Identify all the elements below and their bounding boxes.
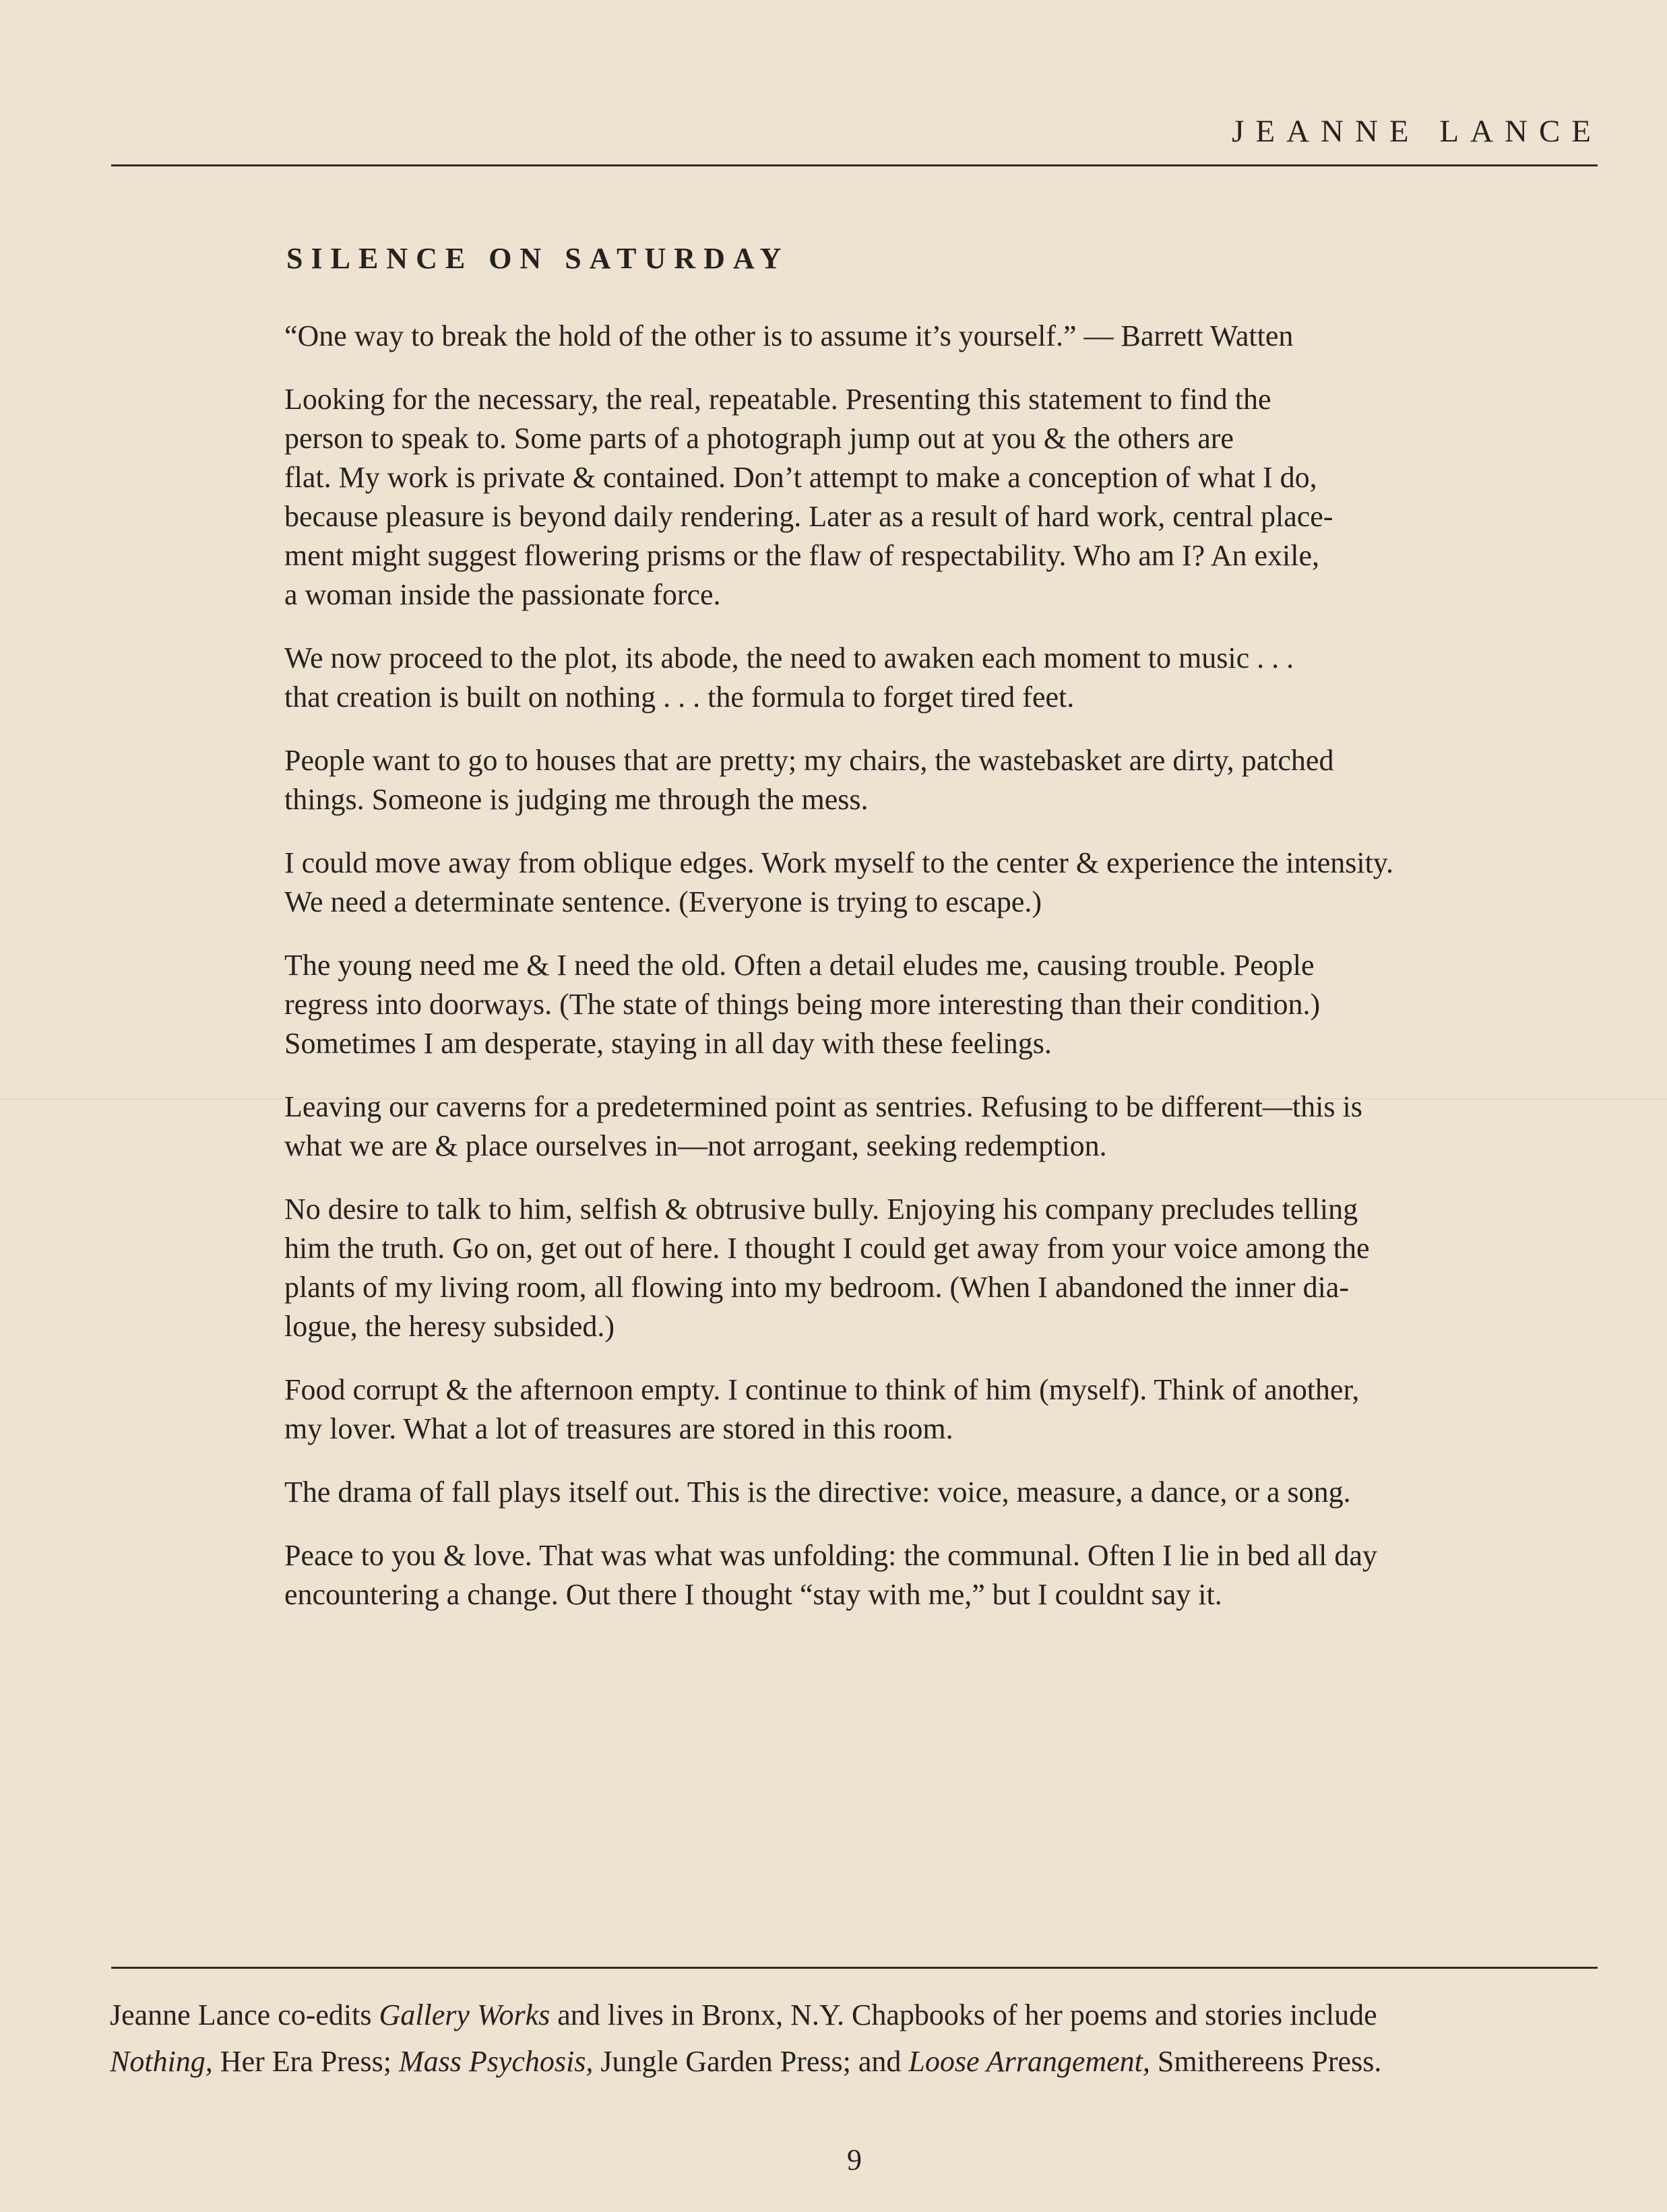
poem-line: Sometimes I am desperate, staying in all day with these feelings. [284,1027,1052,1060]
bio-text: Jeanne Lance co-edits [110,1998,379,2031]
stanza [284,639,1578,717]
stanza [284,1370,1578,1449]
poem-line: People want to go to houses that are pretty; my chairs, the wastebasket are dirty, patched [284,744,1334,777]
poem-line: I could move away from oblique edges. Work myself to the center & experience the intensity. [284,846,1393,879]
stanza [284,1190,1578,1346]
poem-body [284,317,1578,1639]
bio-italic-title: Gallery Works [379,1998,551,2031]
stanza [284,380,1578,614]
poem-line: Food corrupt & the afternoon empty. I continue to think of him (myself). Think of another, [284,1373,1360,1406]
bio-italic-title: Nothing, [110,2045,213,2078]
poem-line: No desire to talk to him, selfish & obtrusive bully. Enjoying his company precludes telling [284,1193,1358,1226]
stanza [284,1473,1578,1512]
stanza [284,1536,1578,1614]
poem-line: person to speak to. Some parts of a photograph jump out at you & the others are [284,422,1234,455]
poem-line: logue, the heresy subsided.) [284,1310,615,1343]
poem-line: plants of my living room, all flowing into my bedroom. (When I abandoned the inner dia- [284,1271,1349,1304]
bio-text: Her Era Press; [212,2045,399,2078]
bio-italic-title: Mass Psychosis, [398,2045,594,2078]
poem-line: regress into doorways. (The state of things being more interesting than their condition.) [284,988,1321,1021]
poem-line: Looking for the necessary, the real, repeatable. Presenting this statement to find the [284,383,1271,416]
bio-text: Jungle Garden Press; and [593,2045,909,2078]
running-head: JEANNE LANCE [1232,114,1602,149]
bio-text: Smithereens Press. [1150,2045,1382,2078]
stanza [284,946,1578,1063]
poem-line: encountering a change. Out there I thought “stay with me,” but I couldnt say it. [284,1578,1222,1611]
stanza [284,741,1578,819]
poem-line: We now proceed to the plot, its abode, the need to awaken each moment to music . . . [284,641,1294,674]
poem-line: that creation is built on nothing . . . the formula to forget tired feet. [284,681,1075,714]
poem-line: flat. My work is private & contained. Don’t attempt to make a conception of what I do, [284,461,1317,494]
footer-rule [111,1967,1598,1969]
poem-line: ment might suggest flowering prisms or the flaw of respectability. Who am I? An exile, [284,539,1319,572]
stanza [284,317,1578,356]
poem-line: The young need me & I need the old. Often a detail eludes me, causing trouble. People [284,949,1315,982]
poem-title: SILENCE ON SATURDAY [286,242,790,275]
poem-line: a woman inside the passionate force. [284,578,721,611]
poem-line: because pleasure is beyond daily rendering. Later as a result of hard work, central place- [284,500,1333,533]
stanza [284,1087,1578,1166]
poem-line: “One way to break the hold of the other is to assume it’s yourself.” — Barrett Watten [284,319,1294,352]
bio-line-2 [110,2038,1606,2085]
poem-line: him the truth. Go on, get out of here. I thought I could get away from your voice among the [284,1232,1370,1265]
poem-line: things. Someone is judging me through the mess. [284,783,869,816]
bio-italic-title: Loose Arrangement, [908,2045,1150,2078]
author-bio [110,1992,1606,2085]
bio-line-1 [110,1992,1606,2038]
page-number: 9 [847,2143,862,2176]
poem-line: what we are & place ourselves in—not arrogant, seeking redemption. [284,1129,1107,1162]
poem-line: We need a determinate sentence. (Everyone is trying to escape.) [284,885,1042,918]
stanza [284,844,1578,922]
poem-line: The drama of fall plays itself out. This is the directive: voice, measure, a dance, or a song. [284,1476,1351,1509]
bio-text: and lives in Bronx, N.Y. Chapbooks of her poems and stories include [550,1998,1377,2031]
poem-line: my lover. What a lot of treasures are stored in this room. [284,1412,953,1445]
poem-line: Leaving our caverns for a predetermined point as sentries. Refusing to be different—this is [284,1090,1362,1123]
poem-line: Peace to you & love. That was what was unfolding: the communal. Often I lie in bed all day [284,1539,1377,1572]
header-rule [111,164,1598,166]
